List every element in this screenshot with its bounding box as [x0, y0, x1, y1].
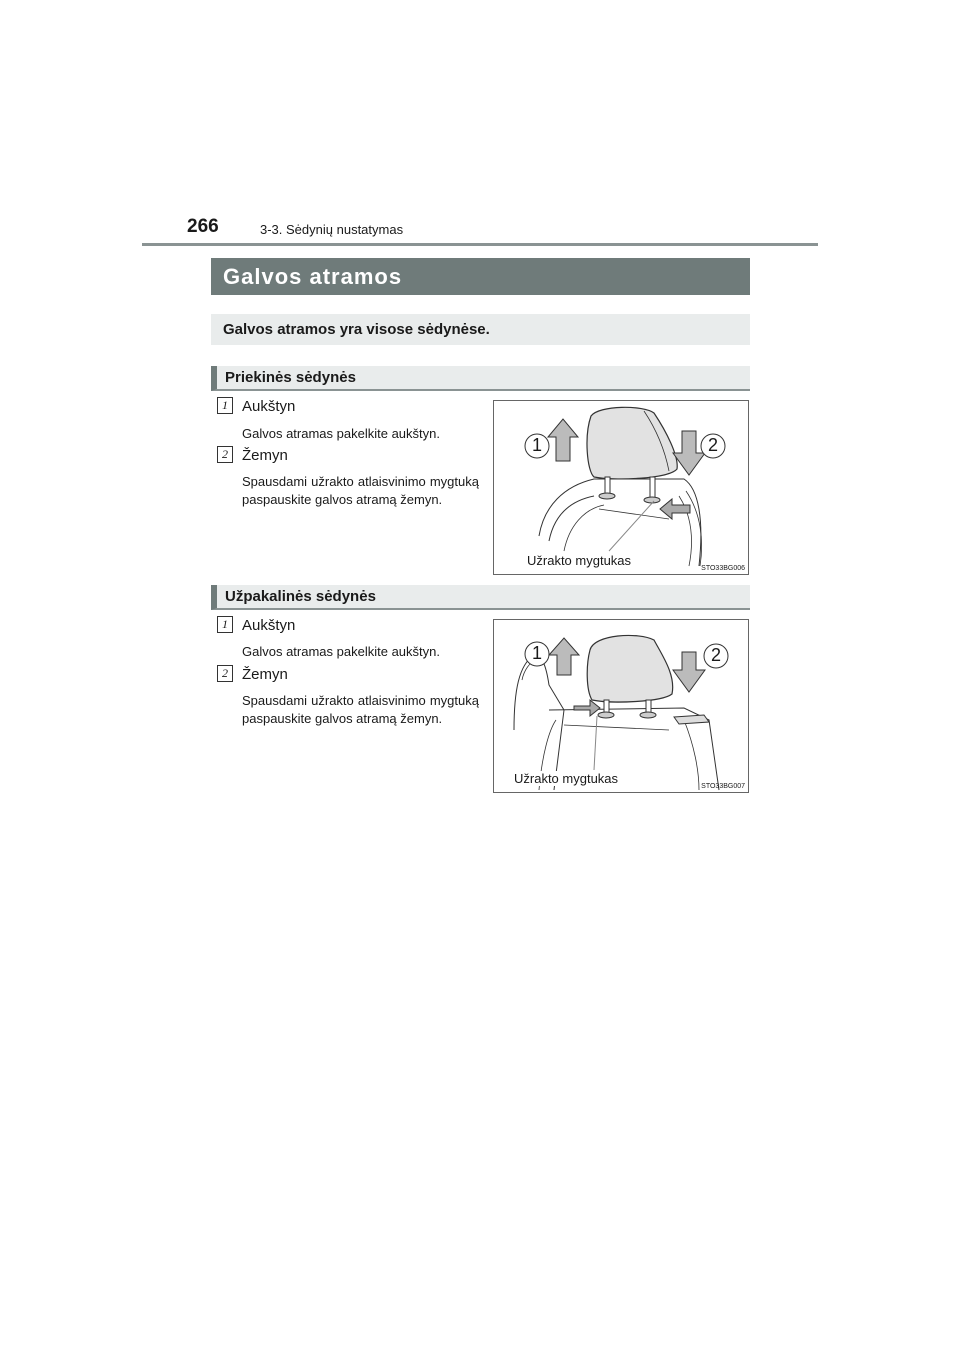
figure-label-2: 2: [708, 435, 719, 455]
step-title: Aukštyn: [242, 398, 296, 415]
section-heading-rear: Užpakalinės sėdynės: [211, 585, 750, 610]
figure-label-1: 1: [532, 643, 543, 663]
figure-callout: Užrakto mygtukas: [527, 553, 632, 568]
running-head: 3-3. Sėdynių nustatymas: [260, 222, 404, 237]
page-number: 266: [187, 216, 219, 237]
rear-headrest-figure: [493, 619, 749, 793]
step-number: 2: [217, 665, 233, 682]
step-number: 2: [217, 446, 233, 463]
figure-callout: Užrakto mygtukas: [514, 771, 619, 786]
step-description: Spausdami užrakto atlaisvinimo mygtuką paspauskite galvos atramą žemyn.: [242, 693, 479, 726]
intro-text: Galvos atramos yra visose sėdynėse.: [211, 314, 750, 345]
page-title: Galvos atramos: [211, 258, 750, 295]
step-description: Galvos atramas pakelkite aukštyn.: [242, 426, 440, 441]
step-description: Spausdami užrakto atlaisvinimo mygtuką paspauskite galvos atramą žemyn.: [242, 474, 479, 507]
section-heading-front: Priekinės sėdynės: [211, 366, 750, 391]
front-headrest-illustration: [494, 401, 749, 575]
step-description: Galvos atramas pakelkite aukštyn.: [242, 644, 440, 659]
figure-code: STO33BG007: [701, 783, 745, 790]
step-title: Žemyn: [242, 666, 288, 683]
header-rule: [142, 243, 818, 246]
step-title: Aukštyn: [242, 617, 296, 634]
figure-label-1: 1: [532, 435, 543, 455]
step-number: 1: [217, 397, 233, 414]
step-title: Žemyn: [242, 447, 288, 464]
figure-label-2: 2: [711, 645, 722, 665]
figure-code: STO33BG006: [701, 565, 745, 572]
step-number: 1: [217, 616, 233, 633]
front-headrest-figure: [493, 400, 749, 575]
